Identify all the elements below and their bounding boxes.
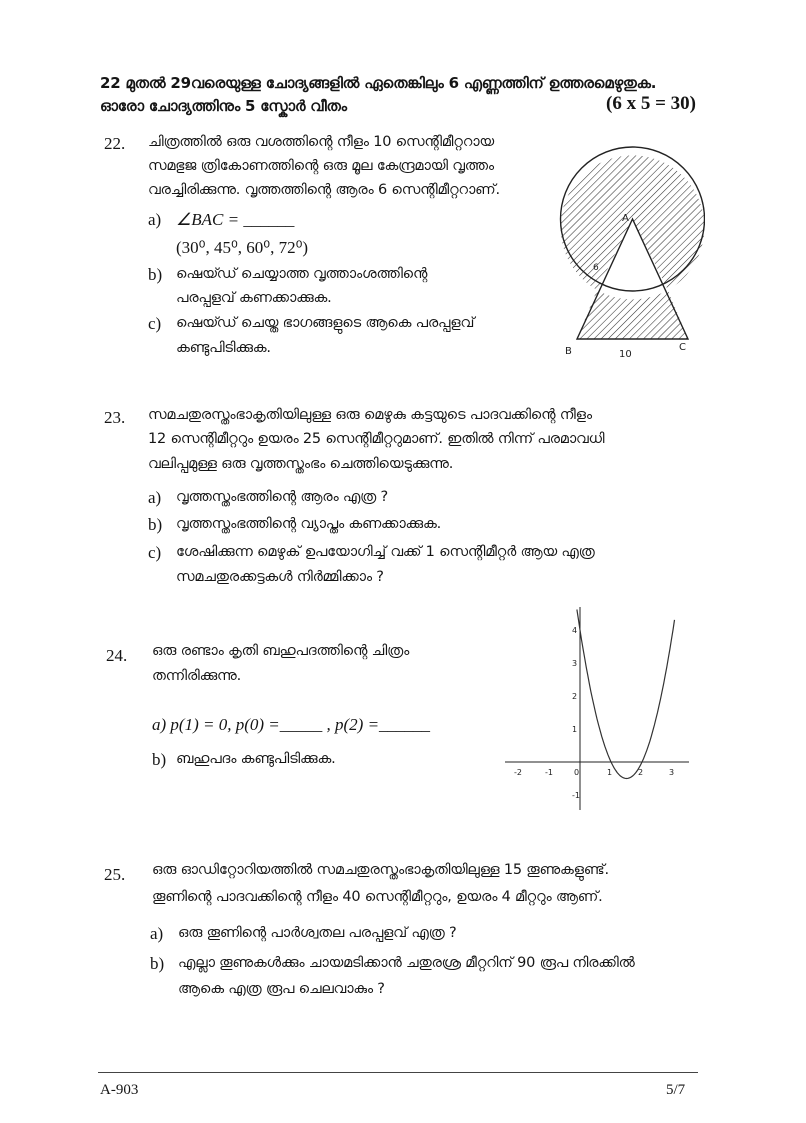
question-24-number: 24. bbox=[106, 646, 128, 665]
q25-b-label: b) bbox=[150, 954, 165, 973]
q24-b-text: ബഹുപദം കണ്ടുപിടിക്കുക. bbox=[176, 751, 336, 767]
q23-b-text: വൃത്തസ്തംഭത്തിന്റെ വ്യാപ്തം കണക്കാക്കുക. bbox=[176, 516, 441, 532]
q25-line-1: ഒരു ഓഡിറ്റോറിയത്തിൽ സമചതുരസ്തംഭാകൃതിയിലുള്ള 15 തൂണുകളുണ്ട്. bbox=[152, 862, 609, 878]
paper-code: A-903 bbox=[100, 1082, 139, 1098]
label-radius: 6 bbox=[593, 263, 599, 273]
question-25-number: 25. bbox=[104, 865, 126, 884]
parabola-curve bbox=[577, 610, 675, 779]
q25-a-label: a) bbox=[150, 924, 164, 943]
q22-line-3: വരച്ചിരിക്കുന്നു. വൃത്തത്തിന്റെ ആരം 6 സെന്റിമീറ്ററാണ്. bbox=[148, 182, 500, 198]
label-a: A bbox=[622, 213, 629, 224]
q23-a-label: a) bbox=[148, 488, 162, 507]
q22-a-text: ∠BAC = ______ bbox=[176, 210, 295, 229]
q22-a-label: a) bbox=[148, 210, 162, 229]
q22-a-options: (30⁰, 45⁰, 60⁰, 72⁰) bbox=[176, 238, 309, 257]
y-tick-label: -1 bbox=[572, 791, 580, 800]
q23-line-1: സമചതുരസ്തംഭാകൃതിയിലുള്ള ഒരു മെഴുകു കട്ടയുടെ പാദവക്കിന്റെ നീളം bbox=[148, 407, 592, 423]
y-tick-label: 1 bbox=[572, 725, 578, 734]
q22-circle-triangle-figure bbox=[545, 140, 705, 365]
shaded-triangle-region bbox=[577, 290, 688, 339]
q23-line-2: 12 സെന്റിമീറ്ററും ഉയരം 25 സെന്റിമീറ്ററുമാണ്. ഇതിൽ നിന്ന് പരമാവധി bbox=[148, 431, 605, 447]
page-number: 5/7 bbox=[666, 1082, 686, 1098]
x-tick-label: -2 bbox=[514, 768, 522, 777]
q22-c-label: c) bbox=[148, 314, 162, 333]
y-tick-label: 4 bbox=[572, 626, 578, 635]
q25-b-line-2: ആകെ എത്ര രൂപ ചെലവാകും ? bbox=[178, 981, 385, 997]
x-tick-label: 3 bbox=[669, 768, 675, 777]
q24-line-1: ഒരു രണ്ടാം കൃതി ബഹുപദത്തിന്റെ ചിത്രം bbox=[152, 643, 410, 659]
x-tick-label: 2 bbox=[638, 768, 644, 777]
q22-c-line-2: കണ്ടുപിടിക്കുക. bbox=[176, 340, 271, 356]
x-tick-label: -1 bbox=[545, 768, 553, 777]
y-tick-label: 3 bbox=[572, 659, 578, 668]
q22-line-1: ചിത്രത്തിൽ ഒരു വശത്തിന്റെ നീളം 10 സെന്റിമീറ്ററായ bbox=[148, 134, 495, 150]
q22-b-line-2: പരപ്പളവ് കണക്കാക്കുക. bbox=[176, 290, 332, 306]
x-tick-label: 1 bbox=[607, 768, 613, 777]
q22-b-label: b) bbox=[148, 265, 163, 284]
q23-b-label: b) bbox=[148, 515, 163, 534]
label-side: 10 bbox=[619, 349, 632, 360]
instruction-line: 22 മുതൽ 29വരെയുള്ള ചോദ്യങ്ങളിൽ ഏതെങ്കിലും 6 എണ്ണത്തിന് ഉത്തരമെഴുതുക. bbox=[100, 74, 657, 92]
label-b: B bbox=[565, 346, 572, 357]
score-line: ഓരോ ചോദ്യത്തിനും 5 സ്കോർ വീതം bbox=[100, 97, 347, 115]
q25-line-2: തൂണിന്റെ പാദവക്കിന്റെ നീളം 40 സെന്റിമീറ്ററും, ഉയരം 4 മീറ്ററും ആണ്. bbox=[152, 889, 603, 905]
q25-a-text: ഒരു തൂണിന്റെ പാർശ്വതല പരപ്പളവ് എത്ര ? bbox=[178, 925, 457, 941]
q24-a-text: a) p(1) = 0, p(0) =_____ , p(2) =______ bbox=[152, 715, 431, 734]
q24-b-label: b) bbox=[152, 750, 167, 769]
q23-c-line-1: ശേഷിക്കുന്ന മെഴുക് ഉപയോഗിച്ച് വക്ക് 1 സെന്റിമീറ്റർ ആയ എത്ര bbox=[176, 544, 595, 560]
label-c: C bbox=[679, 342, 686, 353]
q23-line-3: വലിപ്പമുള്ള ഒരു വൃത്തസ്തംഭം ചെത്തിയെടുക്കുന്നു. bbox=[148, 456, 454, 472]
q22-c-line-1: ഷെയ്ഡ് ചെയ്ത ഭാഗങ്ങളുടെ ആകെ പരപ്പളവ് bbox=[176, 315, 475, 331]
footer-rule bbox=[98, 1072, 698, 1073]
q24-line-2: തന്നിരിക്കുന്നു. bbox=[152, 668, 242, 684]
q22-line-2: സമഭുജ ത്രികോണത്തിന്റെ ഒരു മൂല കേന്ദ്രമായി വൃത്തം bbox=[148, 158, 494, 174]
marks-total: (6 x 5 = 30) bbox=[606, 93, 696, 114]
q23-c-label: c) bbox=[148, 543, 162, 562]
question-22-number: 22. bbox=[104, 134, 126, 153]
y-tick-label: 2 bbox=[572, 692, 578, 701]
q23-c-line-2: സമചതുരക്കട്ടകൾ നിർമ്മിക്കാം ? bbox=[176, 569, 384, 585]
x-tick-label: 0 bbox=[574, 768, 580, 777]
q24-parabola-graph bbox=[503, 605, 693, 815]
q25-b-line-1: എല്ലാ തൂണുകൾക്കും ചായമടിക്കാൻ ചതുരശ്ര മീറ്ററിന് 90 രൂപ നിരക്കിൽ bbox=[178, 955, 635, 971]
q22-b-line-1: ഷെയ്ഡ് ചെയ്യാത്ത വൃത്താംശത്തിന്റെ bbox=[176, 266, 428, 282]
question-23-number: 23. bbox=[104, 408, 126, 427]
q23-a-text: വൃത്തസ്തംഭത്തിന്റെ ആരം എത്ര ? bbox=[176, 489, 388, 505]
